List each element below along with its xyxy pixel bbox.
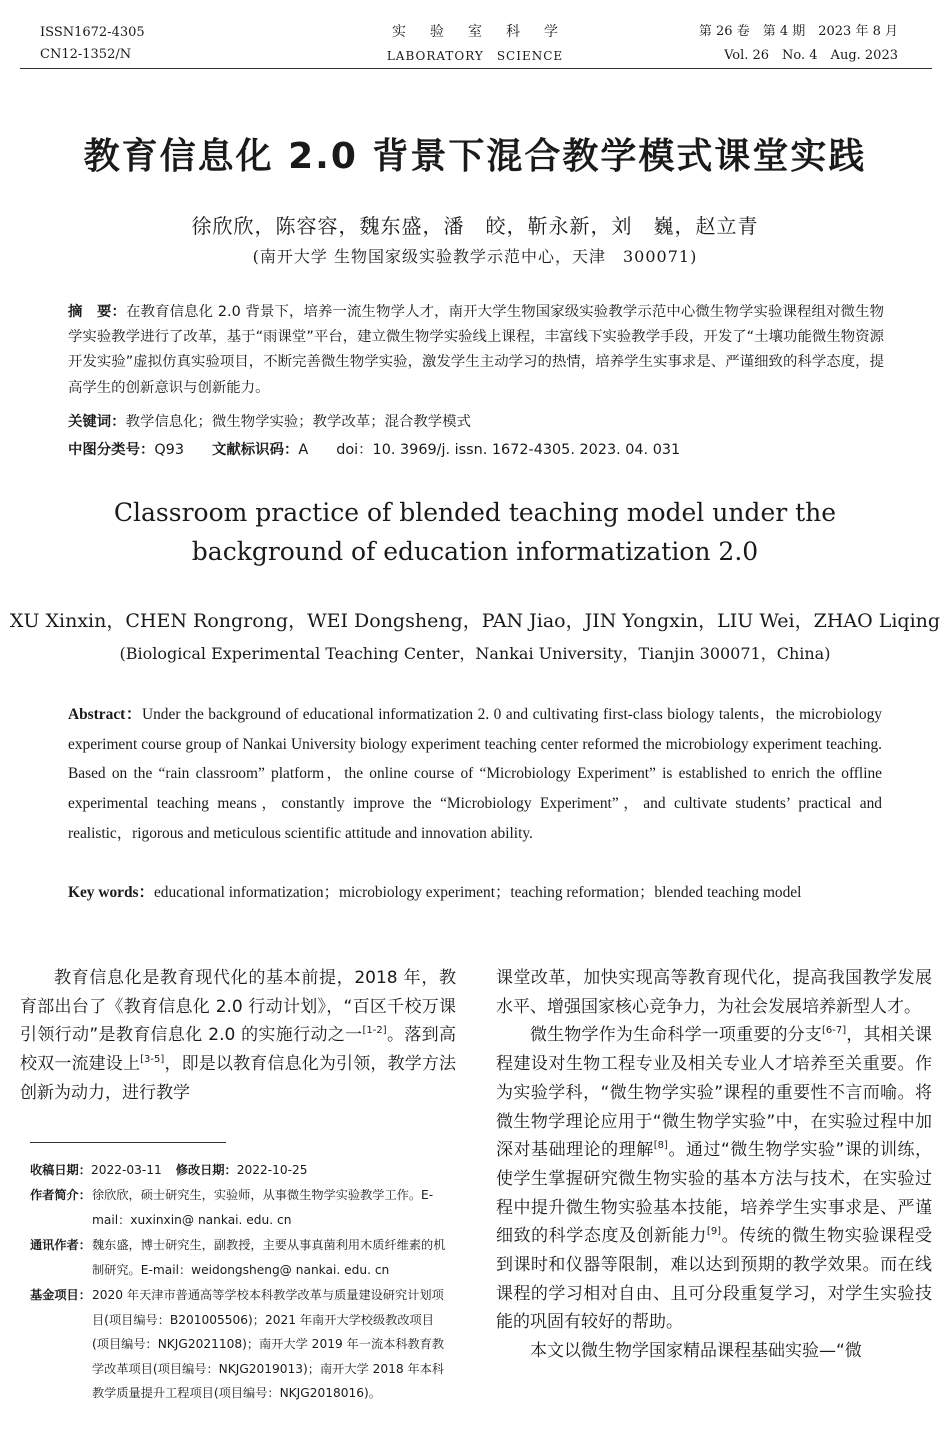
doc-code-value: A xyxy=(298,442,309,458)
issue-cn: 第 26 卷 第 4 期 2023 年 8 月 xyxy=(698,24,898,39)
received-label: 收稿日期： xyxy=(30,1163,91,1177)
paragraph xyxy=(20,964,456,1108)
abstract-en xyxy=(68,700,882,849)
received-date: 2022-03-11 xyxy=(90,1163,162,1177)
corresponding-label: 通讯作者： xyxy=(30,1238,91,1252)
affiliation-en: (Biological Experimental Teaching Center，Nankai University，Tianjin 300071，China) xyxy=(119,644,831,663)
header-rule xyxy=(20,68,932,69)
keywords-en xyxy=(68,878,882,908)
author-text: 徐欣欣，硕士研究生，实验师，从事微生物学实验教学工作。E-mail：xuxinxin@ nankai. edu. cn xyxy=(92,1188,434,1227)
citation: [6-7] xyxy=(821,1025,847,1037)
citation: [8] xyxy=(653,1140,668,1152)
affiliation-cn: (南开大学 生物国家级实验教学示范中心，天津 300071) xyxy=(252,247,698,266)
title-en-line1: Classroom practice of blended teaching model under the xyxy=(113,498,837,527)
citation: [9] xyxy=(706,1226,722,1238)
authors-cn: 徐欣欣，陈容容，魏东盛，潘 皎，靳永新，刘 巍，赵立青 xyxy=(191,214,759,238)
journal-name-en: LABORATORY SCIENCE xyxy=(386,49,564,63)
keywords-cn-text: 教学信息化；微生物学实验；教学改革；混合教学模式 xyxy=(125,414,471,430)
paragraph: 课堂改革，加快实现高等教育现代化，提高我国教学发展水平、增强国家核心竞争力，为社会发展培养新型人才。 xyxy=(496,968,932,1017)
text-run: ，即是以教育信息化为引领，教学方法创新为动力，进行教学 xyxy=(20,1054,457,1103)
article-title-en xyxy=(0,493,950,571)
clc-value: Q93 xyxy=(154,442,184,458)
body-column-left xyxy=(20,964,456,1108)
citation: [1-2] xyxy=(362,1025,387,1037)
authors-en: XU Xinxin，CHEN Rongrong，WEI Dongsheng，PAN Jiao，JIN Yongxin，LIU Wei，ZHAO Liqing xyxy=(9,610,941,632)
paragraph: 本文以微生物学国家精品课程基础实验—“微 xyxy=(530,1341,862,1362)
abstract-en-text: Under the background of educational informatization 2. 0 and cultivating first-class biology talents，the microbiology experiment course group of Nankai University biology experiment teaching center reformed the microbiology experiment teaching. Based on the “rain classroom” platform，the online course of “Microbiology Experiment” is established to enrich the offline experimental teaching means，constantly improve the “Microbiology Experiment”，and cultivate students’ practical and realistic，rigorous and meticulous scientific attitude and innovation ability. xyxy=(68,706,882,842)
text-run: 教育信息化是教育现代化的基本前提，2018 年，教育部出台了《教育信息化 2.0 行动计划》，“百区千校万课引领行动”是教育信息化 2.0 的实施行动之一 xyxy=(20,968,456,1046)
keywords-en-label: Key words： xyxy=(68,884,154,901)
classification-line xyxy=(68,438,884,463)
text-run: 。通过“微生物学实验”课的训练，使学生掌握研究微生物实验的基本方法与技术，在实验过程中提升微生物实验基本技能，培养学生实事求是、严谨细致的科学态度及创新能力 xyxy=(496,1140,933,1247)
text-run: ，其相关课程建设对生物工程专业及相关专业人才培养至关重要。作为实验学科，“微生物学实验”课程的重要性不言而喻。将微生物学理论应用于“微生物学实验”中，在实验过程中加深对基础理论的理解 xyxy=(496,1025,933,1161)
article-title-cn: 教育信息化 2.0 背景下混合教学模式课堂实践 xyxy=(83,136,867,177)
revised-date: 2022-10-25 xyxy=(236,1163,308,1177)
text-run: 微生物学作为生命科学一项重要的分支 xyxy=(530,1025,822,1046)
text-run: 。传统的微生物实验课程受到课时和仪器等限制，难以达到预期的教学效果。而在线课程的学习相对自由、且可分段重复学习，对学生实验技能的巩固有较好的帮助。 xyxy=(496,1226,933,1333)
author-label: 作者简介： xyxy=(30,1188,91,1202)
corresponding-text: 魏东盛，博士研究生，副教授，主要从事真菌利用木质纤维素的机制研究。E-mail：weidongsheng@ nankai. edu. cn xyxy=(92,1238,446,1277)
keywords-cn xyxy=(68,410,884,435)
footnote-rule xyxy=(30,1142,226,1143)
abstract-cn xyxy=(68,300,884,401)
footnote-author xyxy=(30,1183,450,1232)
keywords-cn-label: 关键词： xyxy=(68,414,126,430)
doc-code-label: 文献标识码： xyxy=(212,442,299,458)
journal-name-cn: 实验室科学 xyxy=(392,24,582,40)
body-column-right xyxy=(496,964,932,1366)
footnote-dates xyxy=(30,1158,450,1183)
issn: ISSN1672-4305 xyxy=(40,25,145,40)
text-run: 。落到高校双一流建设上 xyxy=(20,1025,457,1075)
keywords-en-text: educational informatization；microbiology experiment；teaching reformation；blended teaching model xyxy=(153,884,802,901)
title-en-line2: background of education informatization 2.0 xyxy=(191,537,759,566)
clc-label: 中图分类号： xyxy=(68,442,155,458)
revised-label: 修改日期： xyxy=(175,1163,237,1177)
abstract-cn-label: 摘 要： xyxy=(68,304,127,320)
paragraph xyxy=(496,1021,932,1337)
footnote-corresponding xyxy=(30,1233,450,1282)
issue-en: Vol. 26 No. 4 Aug. 2023 xyxy=(724,48,898,63)
funding-label: 基金项目： xyxy=(30,1288,91,1302)
footnote-funding xyxy=(30,1283,450,1406)
abstract-en-label: Abstract： xyxy=(68,706,142,723)
cn-number: CN12-1352/N xyxy=(40,47,132,62)
funding-text: 2020 年天津市普通高等学校本科教学改革与质量建设研究计划项目(项目编号：B201005506)；2021 年南开大学校级教改项目(项目编号：NKJG2021108)；南开大学 2019 年一流本科教育教学改革项目(项目编号：NKJG2019013)；南开大学 2018 年本科教学质量提升工程项目(项目编号：NKJG2018016)。 xyxy=(92,1288,445,1401)
citation: [3-5] xyxy=(140,1054,165,1066)
header-left xyxy=(40,22,210,66)
header-center xyxy=(300,20,650,68)
doi: doi：10. 3969/j. issn. 1672-4305. 2023. 04. 031 xyxy=(336,442,681,458)
abstract-cn-text: 在教育信息化 2.0 背景下，培养一流生物学人才，南开大学生物国家级实验教学示范中心微生物学实验课程组对微生物学实验教学进行了改革，基于“雨课堂”平台，建立微生物学实验线上课程，丰富线下实验教学手段，开发了“土壤功能微生物资源开发实验”虚拟仿真实验项目，不断完善微生物学实验，激发学生主动学习的热情，培养学生实事求是、严谨细致的科学态度，提高学生的创新意识与创新能力。 xyxy=(68,304,884,396)
header-right xyxy=(638,20,898,68)
